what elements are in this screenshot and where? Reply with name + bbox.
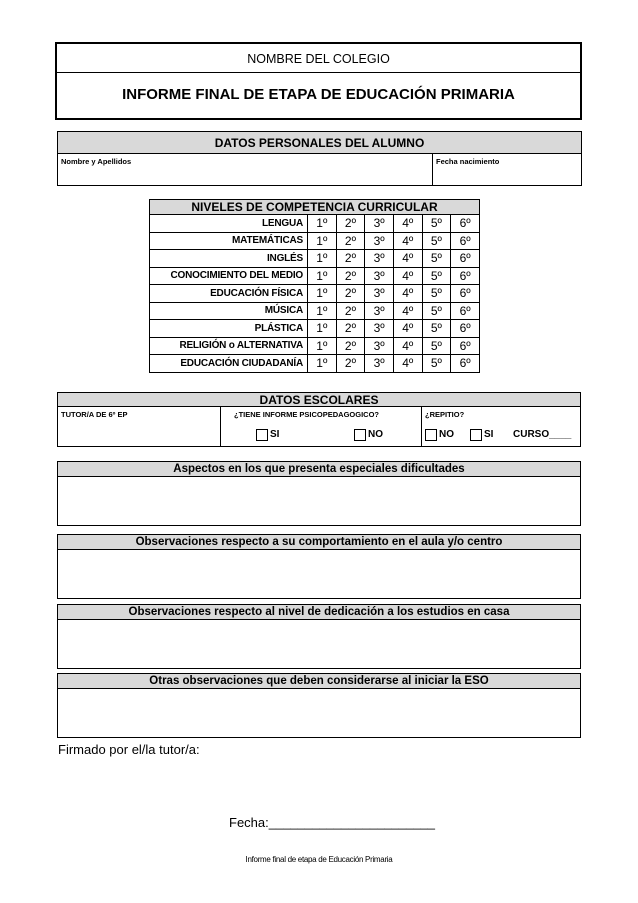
level-cell[interactable]: 4º bbox=[393, 215, 422, 233]
competency-rows bbox=[150, 215, 480, 373]
level-cell[interactable]: 2º bbox=[336, 355, 365, 373]
level-cell[interactable]: 4º bbox=[393, 337, 422, 355]
competency-row bbox=[150, 320, 480, 338]
level-cell[interactable]: 2º bbox=[336, 232, 365, 250]
level-cell[interactable]: 6º bbox=[451, 267, 480, 285]
difficulties-box[interactable] bbox=[57, 461, 581, 526]
competency-row bbox=[150, 355, 480, 373]
level-cell[interactable]: 6º bbox=[451, 337, 480, 355]
level-cell[interactable]: 5º bbox=[422, 355, 451, 373]
name-field-label: Nombre y Apellidos bbox=[61, 157, 132, 166]
competency-row bbox=[150, 250, 480, 268]
competency-row bbox=[150, 232, 480, 250]
study-dedication-box[interactable] bbox=[57, 604, 581, 669]
level-cell[interactable]: 5º bbox=[422, 250, 451, 268]
level-cell[interactable]: 3º bbox=[365, 267, 394, 285]
level-cell[interactable]: 6º bbox=[451, 285, 480, 303]
report-header bbox=[55, 42, 582, 120]
level-cell[interactable]: 5º bbox=[422, 337, 451, 355]
level-cell[interactable]: 6º bbox=[451, 302, 480, 320]
psico-no-checkbox[interactable] bbox=[354, 429, 366, 441]
subject-label: EDUCACIÓN CIUDADANÍA bbox=[150, 355, 308, 373]
repeat-no-label: NO bbox=[439, 429, 454, 440]
competency-row bbox=[150, 215, 480, 233]
level-cell[interactable]: 1º bbox=[308, 337, 337, 355]
level-cell[interactable]: 4º bbox=[393, 285, 422, 303]
subject-label: CONOCIMIENTO DEL MEDIO bbox=[150, 267, 308, 285]
level-cell[interactable]: 1º bbox=[308, 285, 337, 303]
repeat-no-checkbox[interactable] bbox=[425, 429, 437, 441]
subject-label: LENGUA bbox=[150, 215, 308, 233]
personal-data-title: DATOS PERSONALES DEL ALUMNO bbox=[58, 132, 581, 154]
subject-label: MÚSICA bbox=[150, 302, 308, 320]
psico-yes-label: SI bbox=[270, 429, 280, 440]
level-cell[interactable]: 5º bbox=[422, 302, 451, 320]
level-cell[interactable]: 4º bbox=[393, 355, 422, 373]
level-cell[interactable]: 2º bbox=[336, 337, 365, 355]
other-observations-box[interactable] bbox=[57, 673, 581, 738]
level-cell[interactable]: 4º bbox=[393, 267, 422, 285]
level-cell[interactable]: 1º bbox=[308, 232, 337, 250]
course-field[interactable]: CURSO____ bbox=[513, 429, 572, 440]
competency-row bbox=[150, 267, 480, 285]
repeat-yes-label: SI bbox=[484, 429, 494, 440]
level-cell[interactable]: 5º bbox=[422, 215, 451, 233]
personal-data-section bbox=[57, 131, 582, 186]
level-cell[interactable]: 6º bbox=[451, 215, 480, 233]
competency-table-title: NIVELES DE COMPETENCIA CURRICULAR bbox=[150, 200, 480, 215]
level-cell[interactable]: 3º bbox=[365, 215, 394, 233]
study-dedication-title: Observaciones respecto al nivel de dedicación a los estudios en casa bbox=[58, 605, 580, 620]
level-cell[interactable]: 3º bbox=[365, 355, 394, 373]
level-cell[interactable]: 2º bbox=[336, 250, 365, 268]
level-cell[interactable]: 3º bbox=[365, 285, 394, 303]
psico-no-label: NO bbox=[368, 429, 383, 440]
school-data-section bbox=[57, 392, 581, 447]
birth-date-field-label: Fecha nacimiento bbox=[436, 157, 500, 166]
repeat-label: ¿REPITIO? bbox=[425, 410, 465, 419]
competency-row bbox=[150, 285, 480, 303]
report-title: INFORME FINAL DE ETAPA DE EDUCACIÓN PRIMARIA bbox=[122, 86, 515, 103]
level-cell[interactable]: 4º bbox=[393, 232, 422, 250]
school-name: NOMBRE DEL COLEGIO bbox=[247, 52, 390, 66]
date-line[interactable]: Fecha:_______________________ bbox=[229, 815, 436, 830]
psico-report-label: ¿TIENE INFORME PSICOPEDAGOGICO? bbox=[234, 410, 380, 419]
competency-row bbox=[150, 337, 480, 355]
personal-data-divider bbox=[432, 154, 433, 186]
level-cell[interactable]: 2º bbox=[336, 302, 365, 320]
level-cell[interactable]: 3º bbox=[365, 250, 394, 268]
level-cell[interactable]: 3º bbox=[365, 302, 394, 320]
difficulties-title: Aspectos en los que presenta especiales dificultades bbox=[58, 462, 580, 477]
level-cell[interactable]: 6º bbox=[451, 250, 480, 268]
level-cell[interactable]: 5º bbox=[422, 267, 451, 285]
level-cell[interactable]: 2º bbox=[336, 215, 365, 233]
level-cell[interactable]: 2º bbox=[336, 267, 365, 285]
school-data-divider-1 bbox=[220, 407, 221, 447]
level-cell[interactable]: 1º bbox=[308, 267, 337, 285]
level-cell[interactable]: 4º bbox=[393, 302, 422, 320]
subject-label: INGLÉS bbox=[150, 250, 308, 268]
level-cell[interactable]: 1º bbox=[308, 355, 337, 373]
level-cell[interactable]: 4º bbox=[393, 320, 422, 338]
subject-label: MATEMÁTICAS bbox=[150, 232, 308, 250]
level-cell[interactable]: 1º bbox=[308, 215, 337, 233]
level-cell[interactable]: 3º bbox=[365, 320, 394, 338]
signed-by-label: Firmado por el/la tutor/a: bbox=[58, 742, 200, 757]
level-cell[interactable]: 4º bbox=[393, 250, 422, 268]
subject-label: PLÁSTICA bbox=[150, 320, 308, 338]
repeat-yes-checkbox[interactable] bbox=[470, 429, 482, 441]
level-cell[interactable]: 6º bbox=[451, 232, 480, 250]
level-cell[interactable]: 5º bbox=[422, 320, 451, 338]
level-cell[interactable]: 3º bbox=[365, 232, 394, 250]
level-cell[interactable]: 1º bbox=[308, 320, 337, 338]
level-cell[interactable]: 2º bbox=[336, 285, 365, 303]
competency-row bbox=[150, 302, 480, 320]
level-cell[interactable]: 3º bbox=[365, 337, 394, 355]
subject-label: RELIGIÓN o ALTERNATIVA bbox=[150, 337, 308, 355]
school-data-divider-2 bbox=[421, 407, 422, 447]
school-data-title: DATOS ESCOLARES bbox=[58, 393, 580, 407]
level-cell[interactable]: 5º bbox=[422, 285, 451, 303]
subject-label: EDUCACIÓN FÍSICA bbox=[150, 285, 308, 303]
psico-yes-checkbox[interactable] bbox=[256, 429, 268, 441]
level-cell[interactable]: 5º bbox=[422, 232, 451, 250]
level-cell[interactable]: 6º bbox=[451, 355, 480, 373]
level-cell[interactable]: 1º bbox=[308, 302, 337, 320]
page-footer: Informe final de etapa de Educación Primaria bbox=[245, 855, 393, 864]
level-cell[interactable]: 6º bbox=[451, 320, 480, 338]
behaviour-title: Observaciones respecto a su comportamiento en el aula y/o centro bbox=[58, 535, 580, 550]
behaviour-box[interactable] bbox=[57, 534, 581, 599]
tutor-label: TUTOR/A DE 6º EP bbox=[61, 410, 128, 419]
level-cell[interactable]: 2º bbox=[336, 320, 365, 338]
level-cell[interactable]: 1º bbox=[308, 250, 337, 268]
other-observations-title: Otras observaciones que deben considerarse al iniciar la ESO bbox=[58, 674, 580, 689]
competency-table bbox=[149, 199, 480, 373]
header-divider bbox=[57, 72, 580, 73]
